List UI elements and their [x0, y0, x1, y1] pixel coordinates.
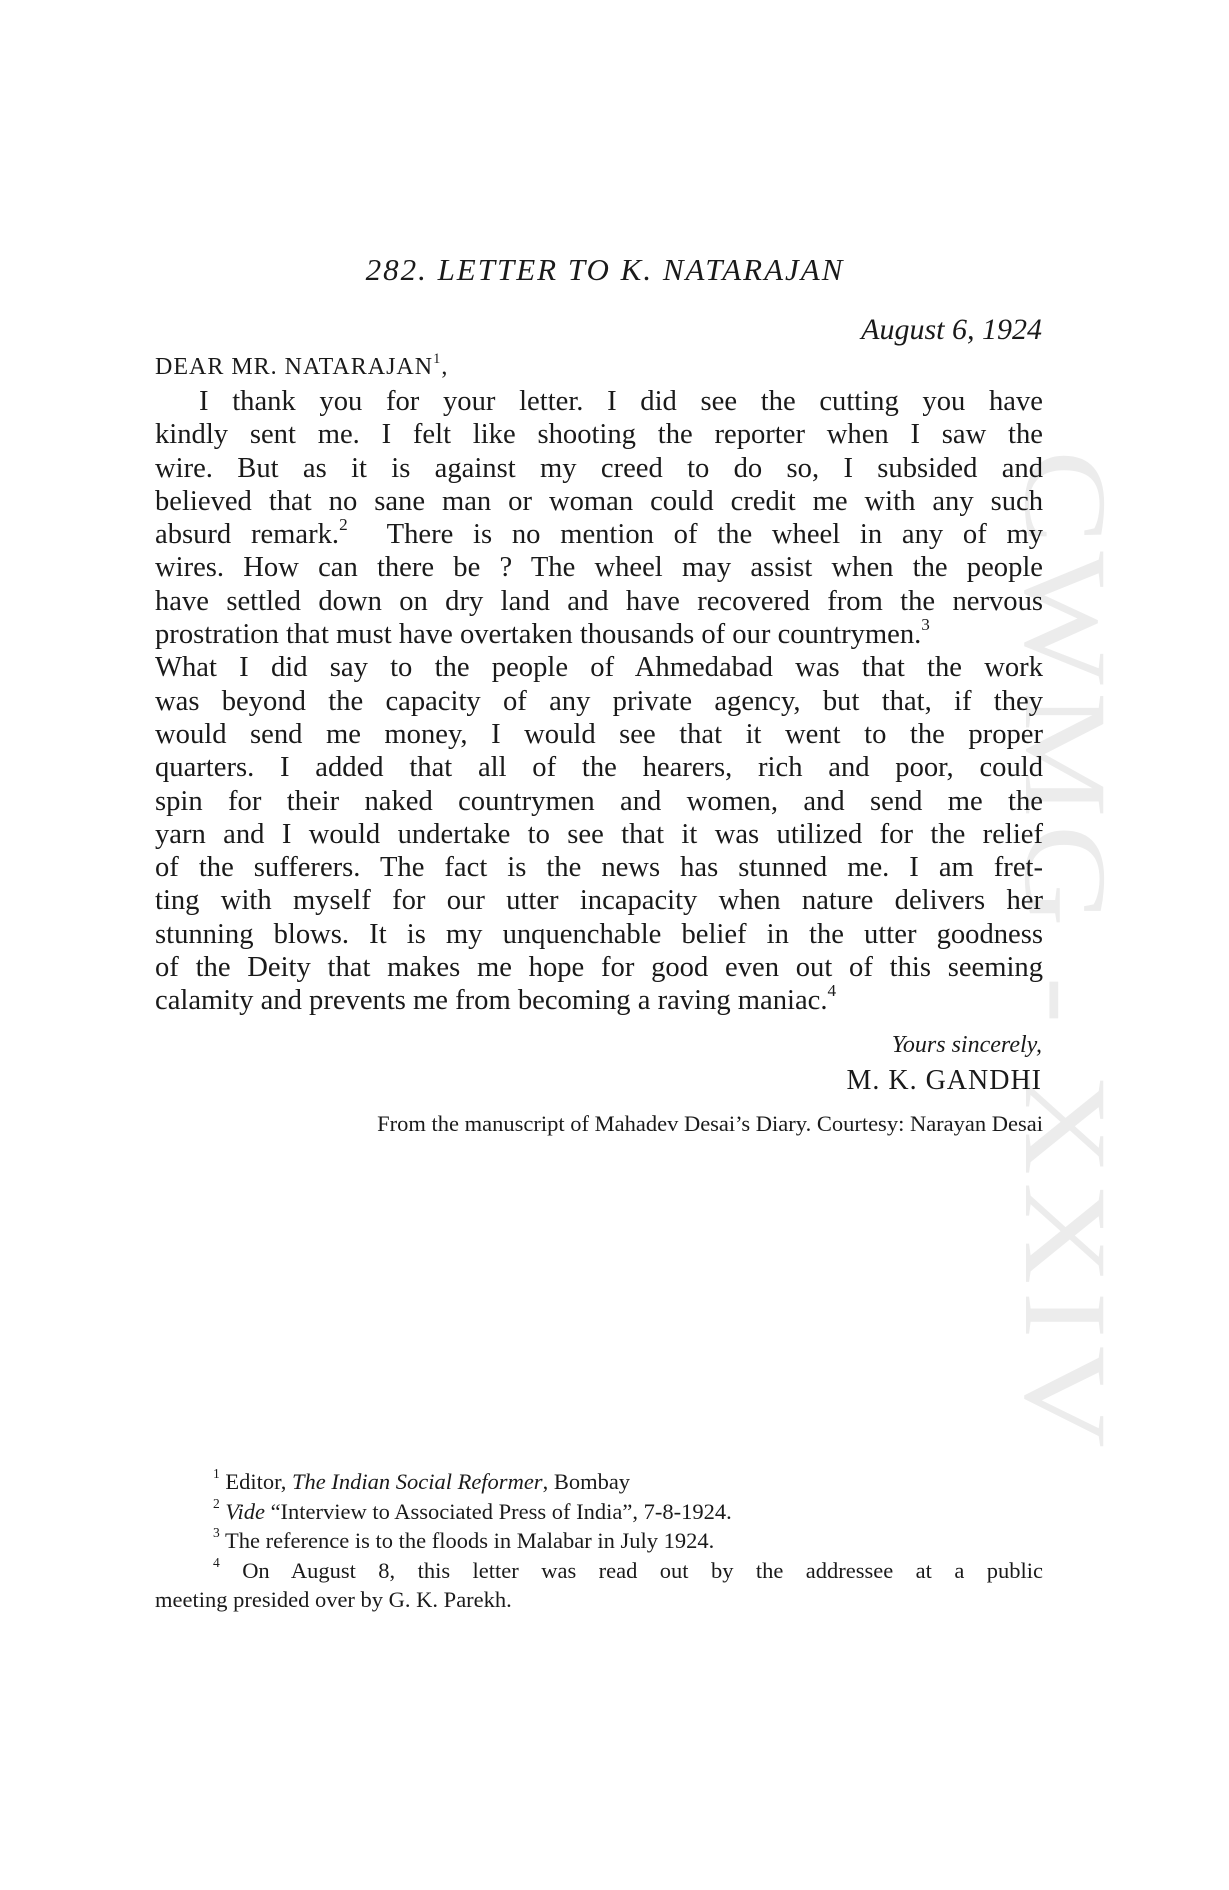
footnote-3 — [155, 1526, 1043, 1556]
footnote-4-continued: meeting presided over by G. K. Parekh. — [155, 1587, 512, 1612]
body-line: was beyond the capacity of any private agency, but that, if they — [155, 685, 1043, 717]
body-line: have settled down on dry land and have recovered from the nervous — [155, 585, 1043, 617]
letter-title: 282. LETTER TO K. NATARAJAN — [365, 252, 845, 287]
footnote-text: On August 8, this letter was read out by the addressee at a public — [242, 1557, 1044, 1583]
watermark-text: CWMG - XXIV — [1000, 450, 1131, 1290]
signature: M. K. GANDHI — [846, 1065, 1042, 1096]
body-line: ting with myself for our utter incapacity when nature delivers her — [155, 885, 1043, 917]
footnote-number: 4 — [213, 1554, 220, 1570]
footnote-2 — [155, 1497, 1043, 1527]
footnote-vide: Vide — [225, 1498, 265, 1524]
footnote-ref-4[interactable]: 4 — [827, 981, 837, 1001]
body-line: kindly sent me. I felt like shooting the reporter when I saw the — [155, 419, 1043, 451]
body-text: There is no mention of the wheel in any of my — [386, 519, 1044, 551]
body-text: prostration that must have overtaken thousands of our countrymen. — [155, 619, 922, 651]
body-line-with-note — [155, 515, 1044, 551]
body-line: I thank you for your letter. I did see the cutting you have — [199, 386, 1043, 417]
body-line-with-note — [155, 614, 1043, 651]
body-text: calamity and prevents me from becoming a raving maniac. — [155, 985, 828, 1017]
body-line: stunning blows. It is my unquenchable belief in the utter goodness — [155, 918, 1043, 950]
source-note: From the manuscript of Mahadev Desai’s Diary. Courtesy: Narayan Desai — [377, 1111, 1043, 1136]
body-line: What I did say to the people of Ahmedabad was that the work — [155, 652, 1043, 684]
body-text: absurd remark. — [155, 519, 340, 551]
footnote-text: The reference is to the floods in Malabar in July 1924. — [224, 1528, 715, 1553]
letter-date: August 6, 1924 — [861, 313, 1042, 346]
body-line: would send me money, I would see that it went to the proper — [155, 718, 1043, 750]
salutation-punct: , — [441, 354, 449, 380]
body-line: quarters. I added that all of the hearers, rich and poor, could — [155, 752, 1043, 784]
body-line: of the Deity that makes me hope for good even out of this seeming — [155, 952, 1043, 984]
footnote-number: 3 — [213, 1525, 220, 1541]
footnote-4 — [155, 1556, 1043, 1586]
publication-title: The Indian Social Reformer — [291, 1469, 543, 1494]
footnote-text: Editor, — [225, 1469, 292, 1494]
footnote-ref-3[interactable]: 3 — [921, 614, 930, 634]
footnote-number: 2 — [213, 1495, 220, 1511]
body-line: spin for their naked countrymen and women, and send me the — [155, 785, 1043, 817]
footnote-number: 1 — [213, 1466, 220, 1482]
footnote-text: , Bombay — [542, 1469, 631, 1494]
letter-body — [155, 385, 1043, 1018]
body-line: yarn and I would undertake to see that it was utilized for the relief — [155, 818, 1043, 850]
salutation — [155, 352, 448, 382]
body-line: believed that no sane man or woman could credit me with any such — [155, 485, 1043, 517]
footnote-1 — [155, 1467, 1043, 1497]
body-line: wires. How can there be ? The wheel may assist when the people — [155, 552, 1043, 584]
closing: Yours sincerely, — [891, 1032, 1042, 1058]
body-line-with-note — [155, 981, 1043, 1017]
footnote-ref-1[interactable]: 1 — [433, 350, 442, 367]
footnotes — [155, 1467, 1043, 1615]
footnote-ref-2[interactable]: 2 — [339, 515, 348, 535]
salutation-text: DEAR MR. NATARAJAN — [155, 354, 434, 380]
body-line: of the sufferers. The fact is the news has stunned me. I am fret- — [155, 852, 1043, 884]
footnote-text: “Interview to Associated Press of India”, 7-8-1924. — [264, 1498, 732, 1524]
body-line: wire. But as it is against my creed to do so, I subsided and — [155, 452, 1043, 484]
